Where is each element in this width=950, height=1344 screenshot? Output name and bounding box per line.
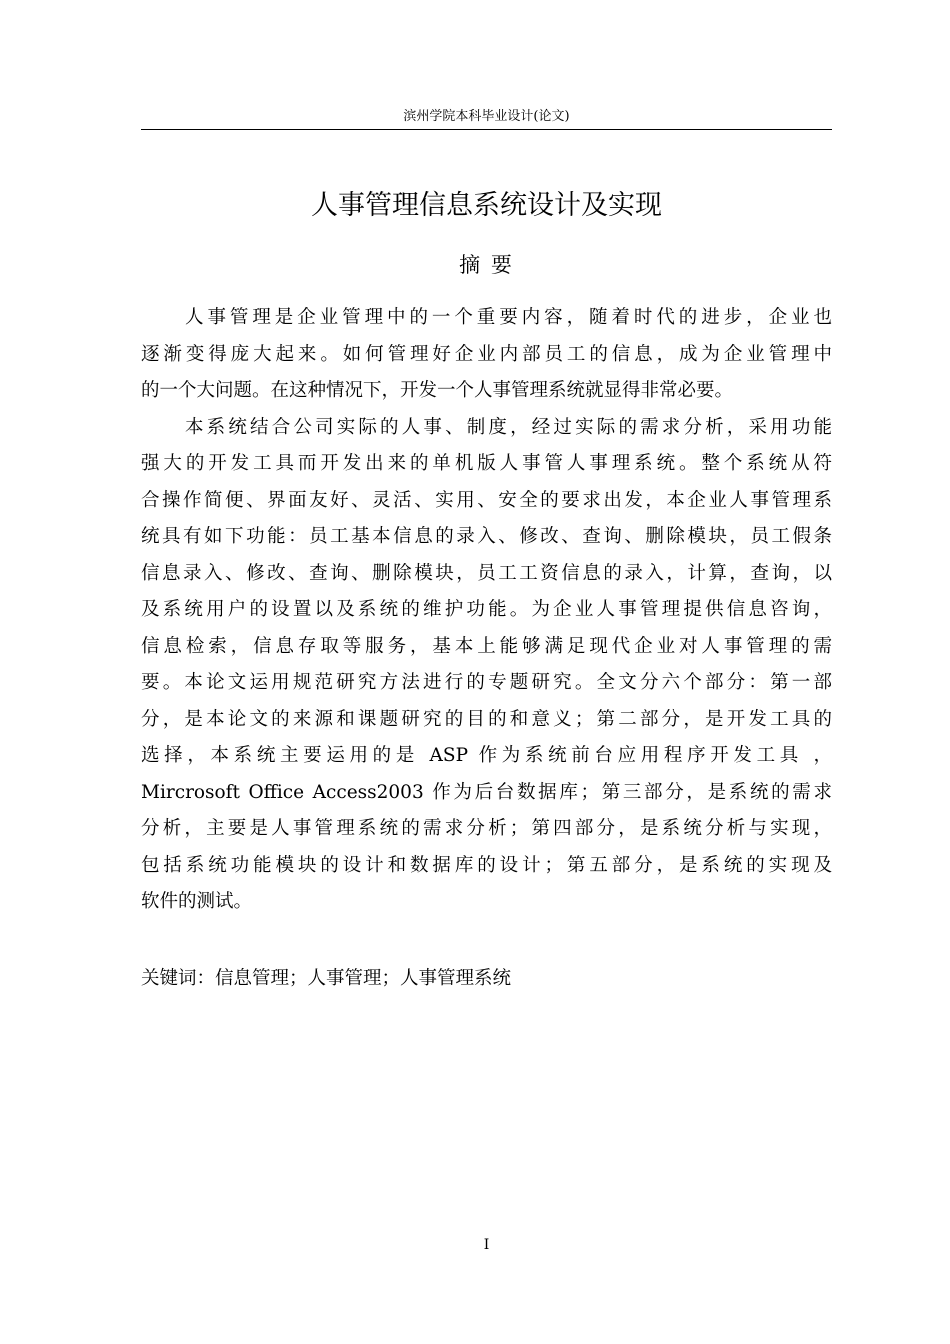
abstract-line: 包括系统功能模块的设计和数据库的设计；第五部分，是系统的实现及 <box>141 854 832 876</box>
abstract-line: 合操作简便、界面友好、灵活、实用、安全的要求出发，本企业人事管理系 <box>141 489 832 511</box>
keywords-value: 信息管理；人事管理；人事管理系统 <box>215 968 512 989</box>
abstract-line: 要。本论文运用规范研究方法进行的专题研究。全文分六个部分：第一部 <box>141 672 832 693</box>
abstract-body <box>141 300 832 921</box>
abstract-line: 强大的开发工具而开发出来的单机版人事管人事理系统。整个系统从符 <box>141 453 832 474</box>
page-header <box>141 108 832 130</box>
document-title: 人事管理信息系统设计及实现 <box>311 190 662 221</box>
header-rule <box>141 129 832 130</box>
abstract-line: 统具有如下功能：员工基本信息的录入、修改、查询、删除模块，员工假条 <box>141 526 832 547</box>
abstract-line: 逐渐变得庞大起来。如何管理好企业内部员工的信息，成为企业管理中 <box>141 343 832 365</box>
abstract-line: 人事管理是企业管理中的一个重要内容，随着时代的进步，企业也 <box>185 307 832 328</box>
abstract-line: 信息录入、修改、查询、删除模块，员工工资信息的录入，计算，查询，以 <box>141 562 832 584</box>
keywords <box>141 964 832 994</box>
abstract-line: 分，是本论文的来源和课题研究的目的和意义；第二部分，是开发工具的 <box>141 708 832 730</box>
abstract-line: 本系统结合公司实际的人事、制度，经过实际的需求分析，采用功能 <box>185 416 832 438</box>
abstract-line: 信息检索，信息存取等服务，基本上能够满足现代企业对人事管理的需 <box>141 635 832 657</box>
abstract-line: 选择，本系统主要运用的是 ASP 作为系统前台应用程序开发工具 ， <box>141 745 832 766</box>
abstract-heading: 摘 要 <box>459 253 514 277</box>
page-number: I <box>483 1237 490 1253</box>
abstract-line: 软件的测试。 <box>141 891 253 912</box>
abstract-line: Mircrosoft Office Access2003 作为后台数据库；第三部分，是系统的需求 <box>141 781 832 803</box>
running-title: 滨州学院本科毕业设计(论文) <box>403 109 570 124</box>
abstract-line: 及系统用户的设置以及系统的维护功能。为企业人事管理提供信息咨询， <box>141 599 832 620</box>
abstract-line: 分析，主要是人事管理系统的需求分析；第四部分，是系统分析与实现， <box>141 818 832 839</box>
keywords-label: 关键词： <box>141 968 216 989</box>
abstract-line: 的一个大问题。在这种情况下，开发一个人事管理系统就显得非常必要。 <box>141 380 734 401</box>
